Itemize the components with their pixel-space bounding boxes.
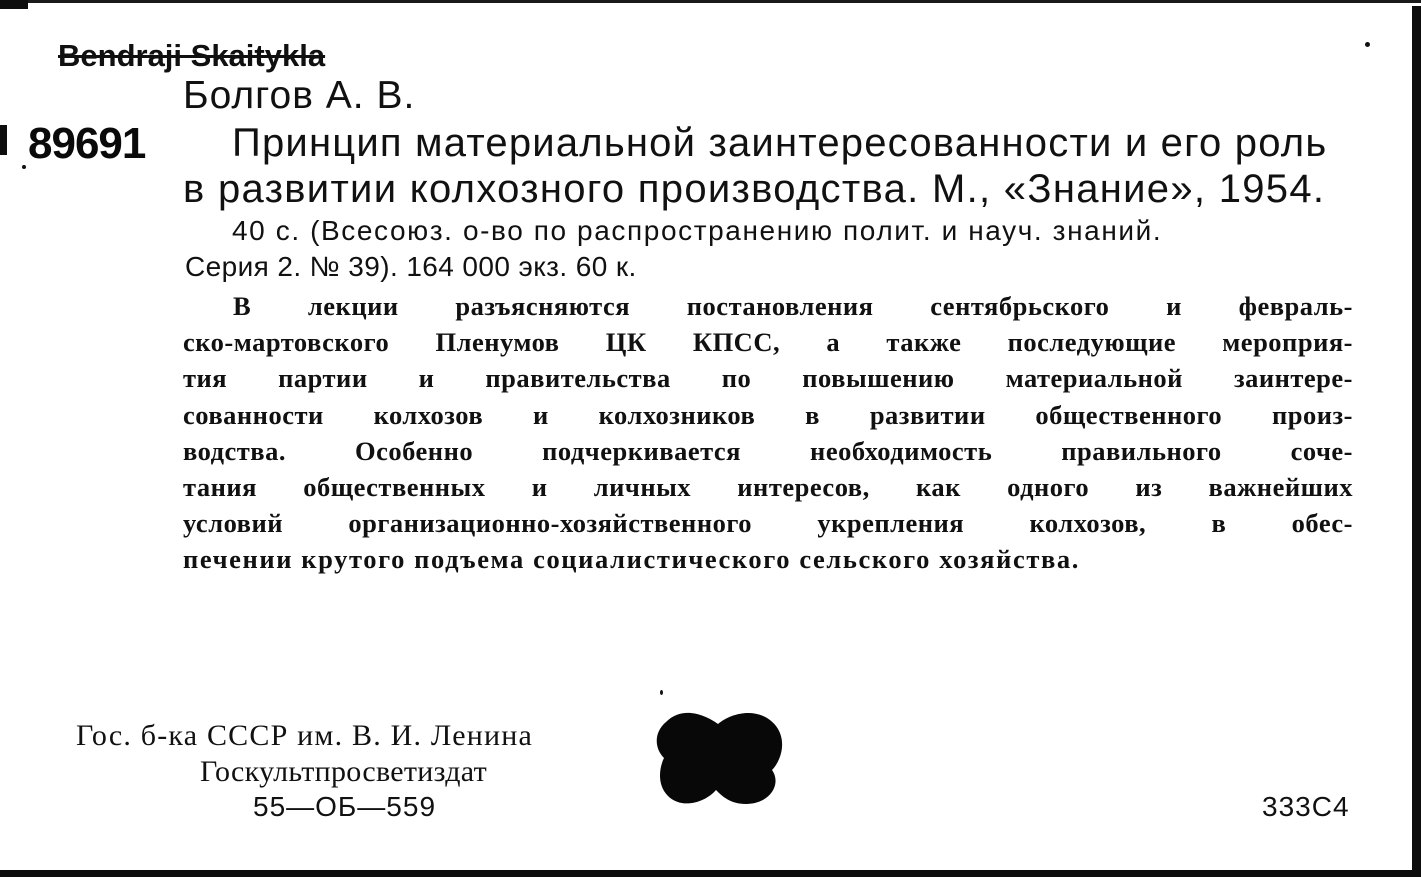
scan-speck: [1365, 42, 1370, 47]
struck-library-heading: Bendraji Skaitykla: [58, 38, 326, 73]
scan-speck: [22, 165, 26, 169]
annotation-line: печении крутого подъема социалистического сельского хозяйства.: [183, 544, 1080, 575]
library-name: Гос. б-ка СССР им. В. И. Ленина: [76, 719, 534, 752]
annotation-line: водства. Особенно подчеркивается необходимость правильного соче-: [183, 435, 1353, 466]
annotation-line: В лекции разъясняются постановления сентябрьского и февраль-: [233, 291, 1353, 321]
card-author: Болгов А. В.: [183, 74, 416, 117]
card-corner-mark: [0, 0, 28, 9]
publisher-name: Госкультпросветиздат: [200, 755, 488, 788]
card-title-line-1: Принцип материальной заинтересованности и его роль: [232, 121, 1328, 165]
card-right-edge: [1412, 6, 1421, 872]
card-title-line-2: в развитии колхозного производства. М., «Знание», 1954.: [183, 167, 1326, 211]
annotation-line: ско-мартовского Пленумов ЦК КПСС, а также последующие мероприя-: [183, 327, 1353, 358]
collation-line-1: 40 с. (Всесоюз. о-во по распространению полит. и науч. знаний.: [232, 215, 1163, 246]
annotation-line: сованности колхозов и колхозников в развитии общественного произ-: [183, 399, 1353, 430]
card-top-edge: [0, 0, 1421, 3]
ink-stamp-blot: [652, 700, 787, 810]
scan-speck: [660, 690, 663, 695]
inventory-number: 89691: [28, 119, 146, 168]
card-left-edge-mark: [0, 125, 7, 155]
card-bottom-edge: [0, 870, 1421, 877]
order-number: 55—ОБ—559: [253, 791, 437, 822]
annotation-line: условий организационно-хозяйственного укрепления колхозов, в обес-: [183, 508, 1353, 539]
collation-line-2: Серия 2. № 39). 164 000 экз. 60 к.: [185, 251, 637, 282]
card-code: 333С4: [1262, 791, 1350, 822]
annotation-line: тания общественных и личных интересов, как одного из важнейших: [183, 472, 1353, 503]
annotation-text: [183, 288, 1353, 578]
annotation-line: тия партии и правительства по повышению материальной заинтере-: [183, 363, 1353, 394]
